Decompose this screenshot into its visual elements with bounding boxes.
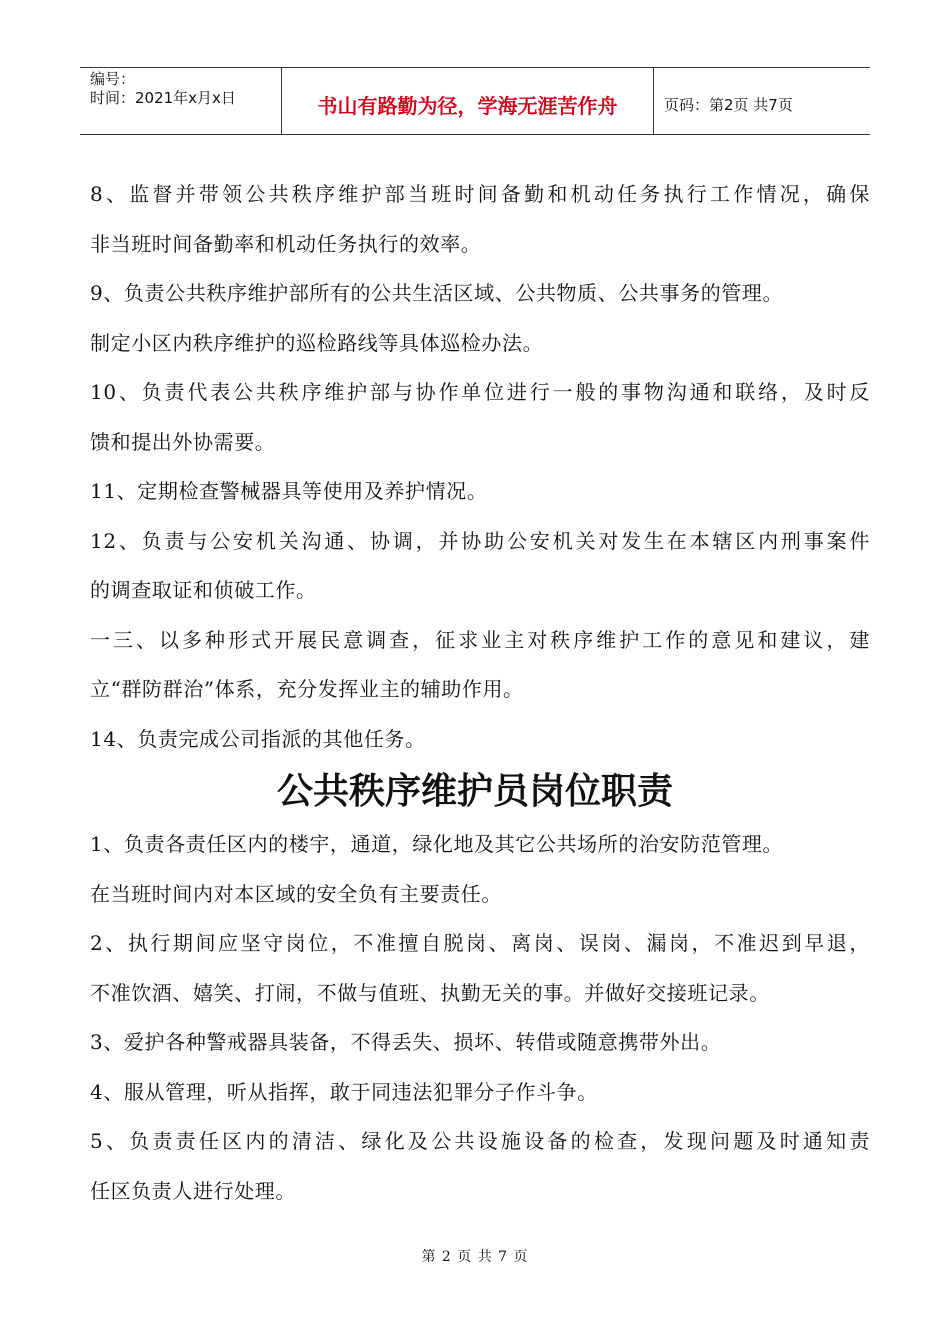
paragraph-line: 14、负责完成公司指派的其他任务。 bbox=[90, 726, 426, 751]
paragraph-line: 非当班时间备勤率和机动任务执行的效率。 bbox=[90, 231, 482, 256]
paragraph-line: 馈和提出外协需要。 bbox=[90, 429, 276, 454]
duty-line: 2、执行期间应坚守岗位，不准擅自脱岗、离岗、误岗、漏岗，不准迟到早退， bbox=[90, 931, 870, 955]
document-date: 时间：2021年x月x日 bbox=[90, 89, 236, 107]
duty-line: 在当班时间内对本区域的安全负有主要责任。 bbox=[90, 881, 502, 906]
duty-line: 1、负责各责任区内的楼宇，通道，绿化地及其它公共场所的治安防范管理。 bbox=[90, 832, 784, 856]
header-page-info: 页码：第2页 共7页 bbox=[664, 95, 793, 114]
paragraph-line: 9、负责公共秩序维护部所有的公共生活区域、公共物质、公共事务的管理。 bbox=[90, 281, 784, 305]
duty-line: 3、爱护各种警戒器具装备，不得丢失、损坏、转借或随意携带外出。 bbox=[90, 1030, 722, 1054]
header-meta bbox=[80, 68, 282, 134]
document-number-label: 编号： bbox=[90, 70, 136, 88]
paragraph-line: 11、定期检查警械器具等使用及养护情况。 bbox=[90, 479, 488, 503]
document-body bbox=[90, 170, 870, 1216]
paragraph-line: 10、负责代表公共秩序维护部与协作单位进行一般的事物沟通和联络，及时反 bbox=[90, 380, 870, 404]
paragraph-line: 制定小区内秩序维护的巡检路线等具体巡检办法。 bbox=[90, 330, 544, 355]
duty-line: 4、服从管理，听从指挥，敢于同违法犯罪分子作斗争。 bbox=[90, 1079, 598, 1104]
header-motto: 书山有路勤为径，学海无涯苦作舟 bbox=[282, 68, 654, 134]
duty-line: 不准饮酒、嬉笑、打闹，不做与值班、执勤无关的事。并做好交接班记录。 bbox=[90, 980, 770, 1005]
duty-line: 5、负责责任区内的清洁、绿化及公共设施设备的检查，发现问题及时通知责 bbox=[90, 1129, 870, 1153]
paragraph-line: 一三、以多种形式开展民意调查，征求业主对秩序维护工作的意见和建议，建 bbox=[90, 627, 870, 652]
paragraph-line: 的调查取证和侦破工作。 bbox=[90, 578, 317, 602]
paragraph-line: 8、监督并带领公共秩序维护部当班时间备勤和机动任务执行工作情况，确保 bbox=[90, 182, 870, 206]
paragraph-line: 12、负责与公安机关沟通、协调，并协助公安机关对发生在本辖区内刑事案件 bbox=[90, 528, 870, 553]
duty-line: 任区负责人进行处理。 bbox=[90, 1178, 296, 1203]
section-title: 公共秩序维护员岗位职责 bbox=[276, 771, 673, 812]
page-footer: 第 2 页 共 7 页 bbox=[421, 1249, 529, 1265]
paragraph-line: 立“群防群治”体系，充分发挥业主的辅助作用。 bbox=[90, 677, 524, 701]
page-header bbox=[80, 67, 870, 135]
